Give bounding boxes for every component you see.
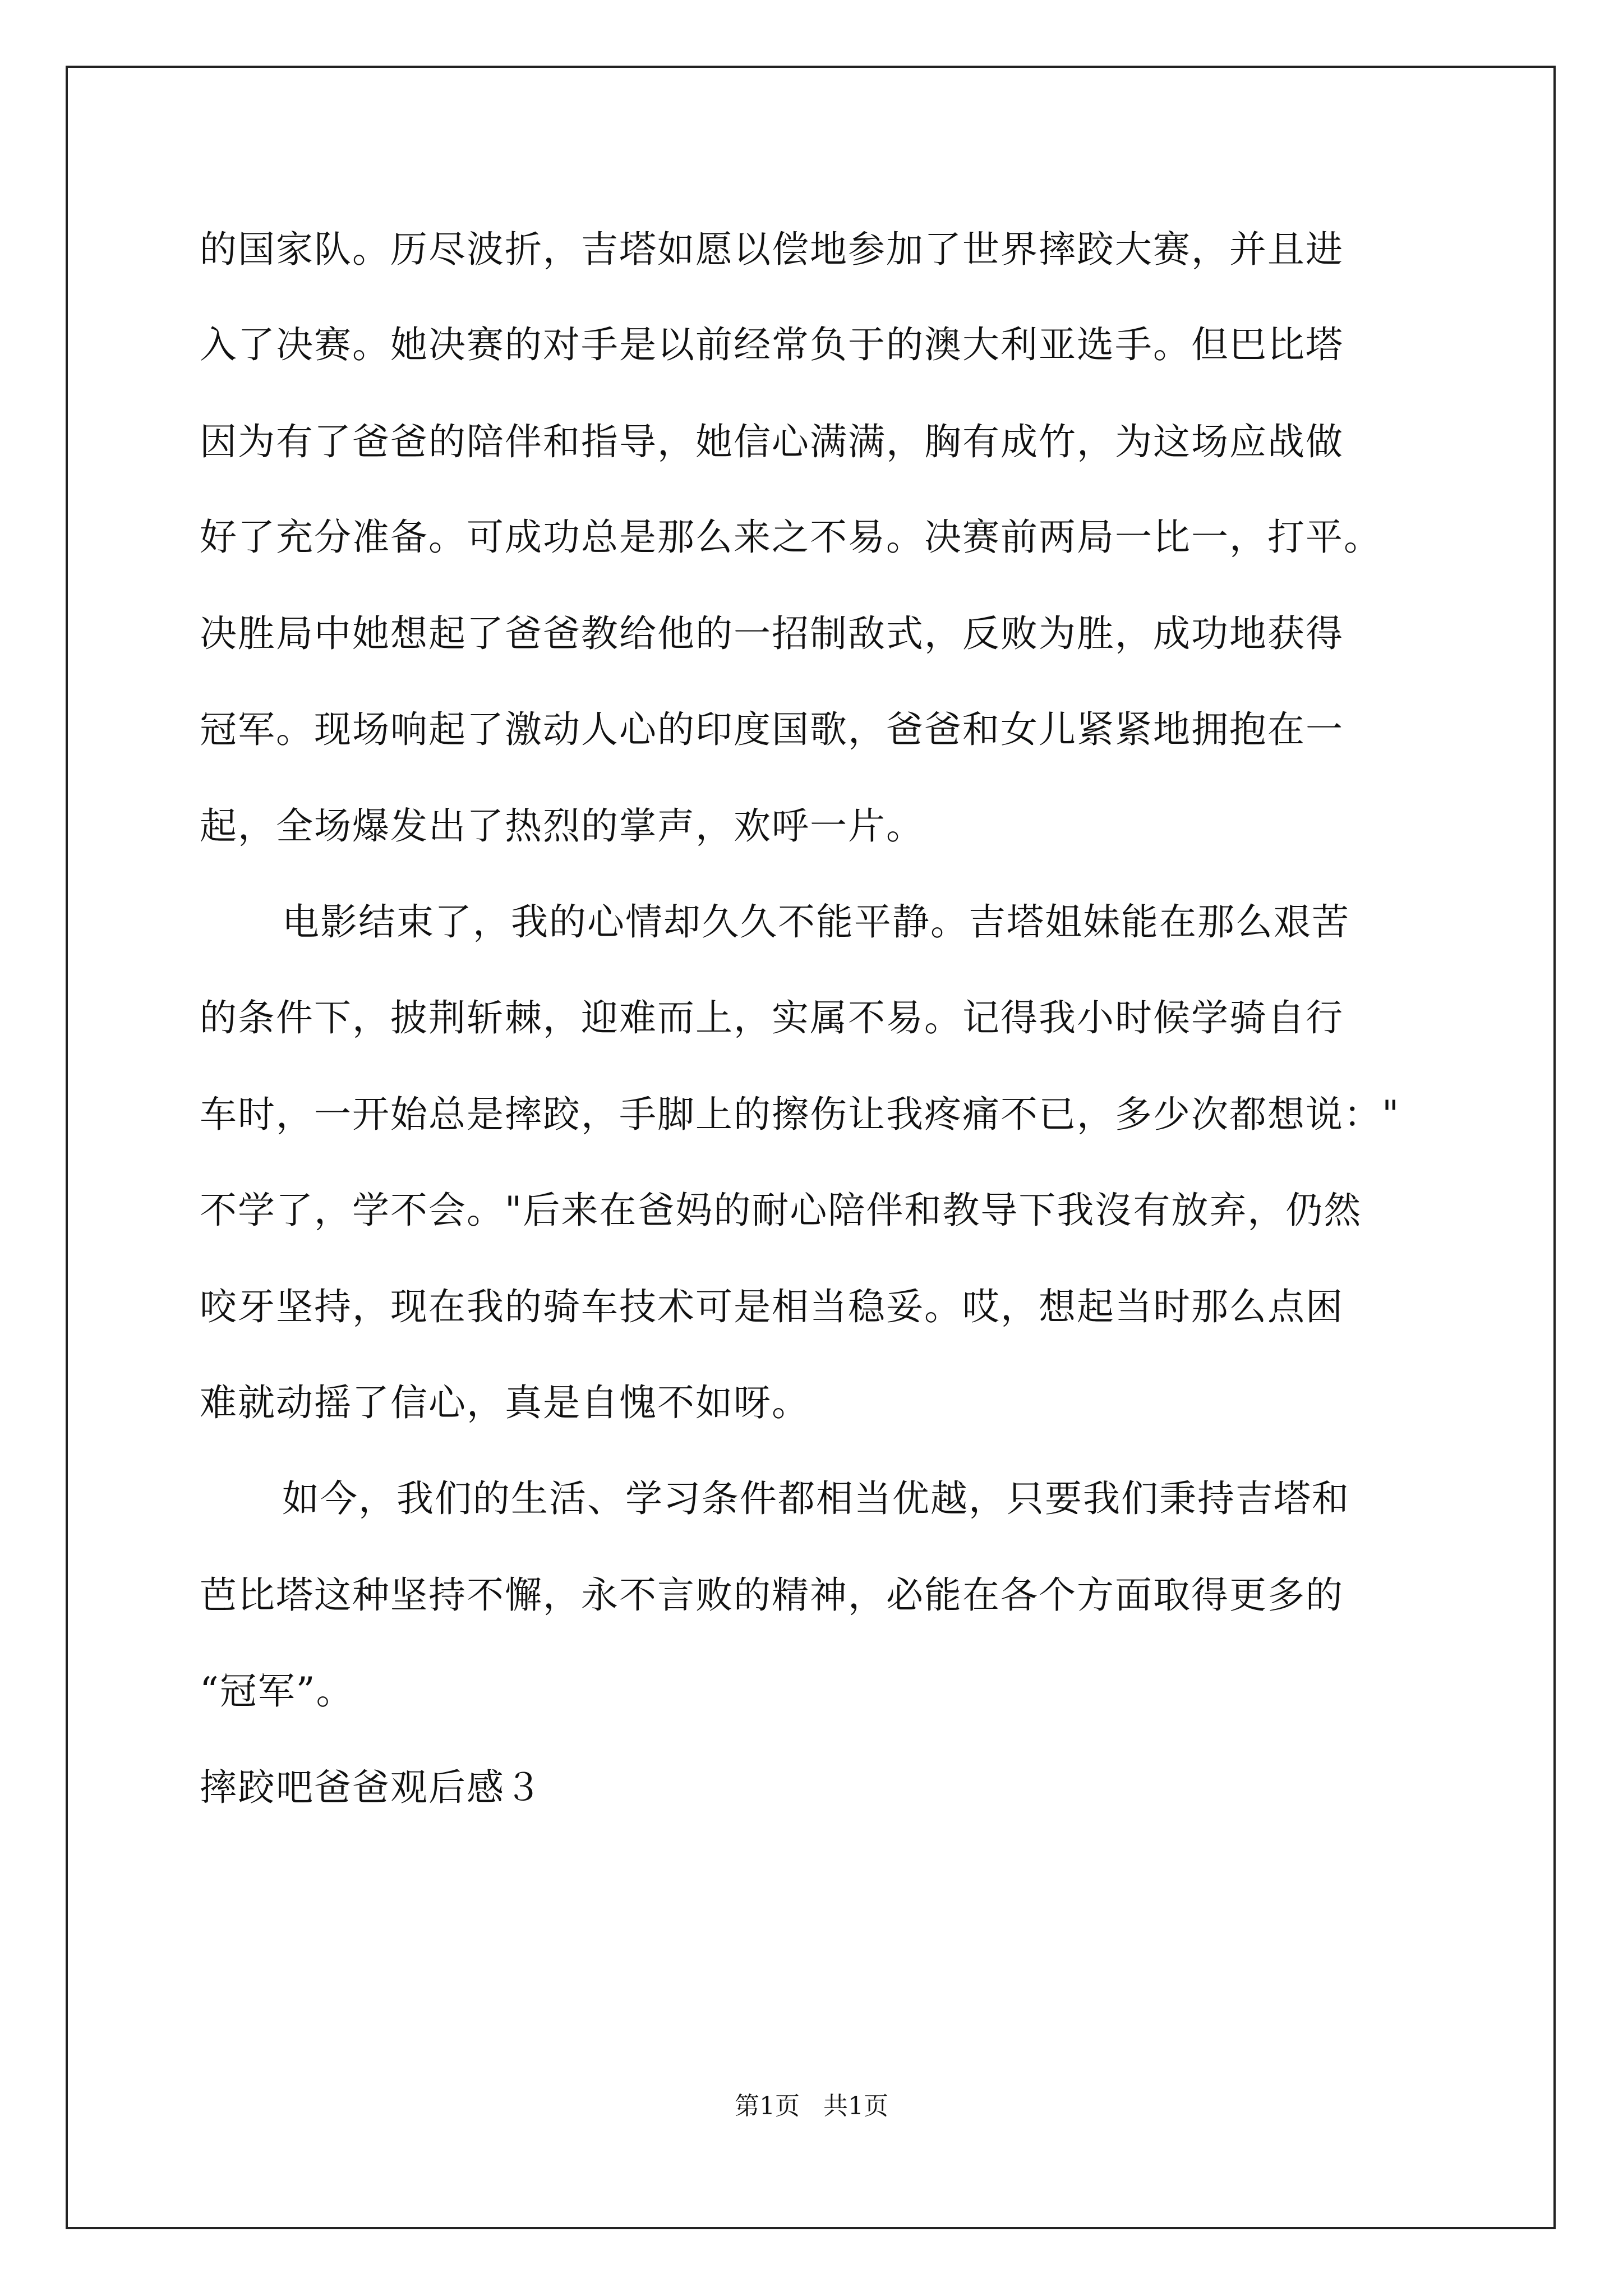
paragraph-1-line-3: 因为有了爸爸的陪伴和指导，她信心满满，胸有成竹，为这场应战做 bbox=[200, 420, 1344, 463]
page-border bbox=[66, 66, 1556, 2229]
paragraph-1-line-5: 决胜局中她想起了爸爸教给他的一招制敌式，反败为胜，成功地获得 bbox=[200, 612, 1344, 655]
paragraph-3-line-3: “冠军”。 bbox=[200, 1669, 354, 1713]
paragraph-2-line-2: 的条件下，披荆斩棘，迎难而上，实属不易。记得我小时候学骑自行 bbox=[200, 996, 1344, 1039]
paragraph-1-line-1: 的国家队。历尽波折，吉塔如愿以偿地参加了世界摔跤大赛，并且进 bbox=[200, 228, 1344, 271]
paragraph-3-line-1: 如今，我们的生活、学习条件都相当优越，只要我们秉持吉塔和 bbox=[282, 1477, 1350, 1520]
paragraph-3-line-2: 芭比塔这种坚持不懈，永不言败的精神，必能在各个方面取得更多的 bbox=[200, 1573, 1344, 1617]
paragraph-1-line-4: 好了充分准备。可成功总是那么来之不易。决赛前两局一比一，打平。 bbox=[200, 516, 1382, 559]
paragraph-2-line-6: 难就动摇了信心，真是自愧不如呀。 bbox=[200, 1381, 810, 1424]
paragraph-2-line-3: 车时，一开始总是摔跤，手脚上的擦伤让我疼痛不已，多少次都想说：" bbox=[200, 1093, 1400, 1136]
paragraph-2-line-5: 咬牙坚持，现在我的骑车技术可是相当稳妥。哎，想起当时那么点困 bbox=[200, 1285, 1344, 1328]
paragraph-1-line-7: 起，全场爆发出了热烈的掌声，欢呼一片。 bbox=[200, 804, 924, 848]
paragraph-2-line-4: 不学了，学不会。"后来在爸妈的耐心陪伴和教导下我沒有放弃，仍然 bbox=[200, 1189, 1362, 1232]
paragraph-1-line-6: 冠军。现场响起了激动人心的印度国歌，爸爸和女儿紧紧地拥抱在一 bbox=[200, 708, 1344, 751]
section-heading: 摔跤吧爸爸观后感３ bbox=[200, 1766, 543, 1809]
paragraph-1-line-2: 入了决赛。她决赛的对手是以前经常负于的澳大利亚选手。但巴比塔 bbox=[200, 323, 1344, 366]
page-footer: 第1页 共1页 bbox=[735, 2092, 888, 2120]
paragraph-2-line-1: 电影结束了，我的心情却久久不能平静。吉塔姐妹能在那么艰苦 bbox=[282, 900, 1350, 944]
